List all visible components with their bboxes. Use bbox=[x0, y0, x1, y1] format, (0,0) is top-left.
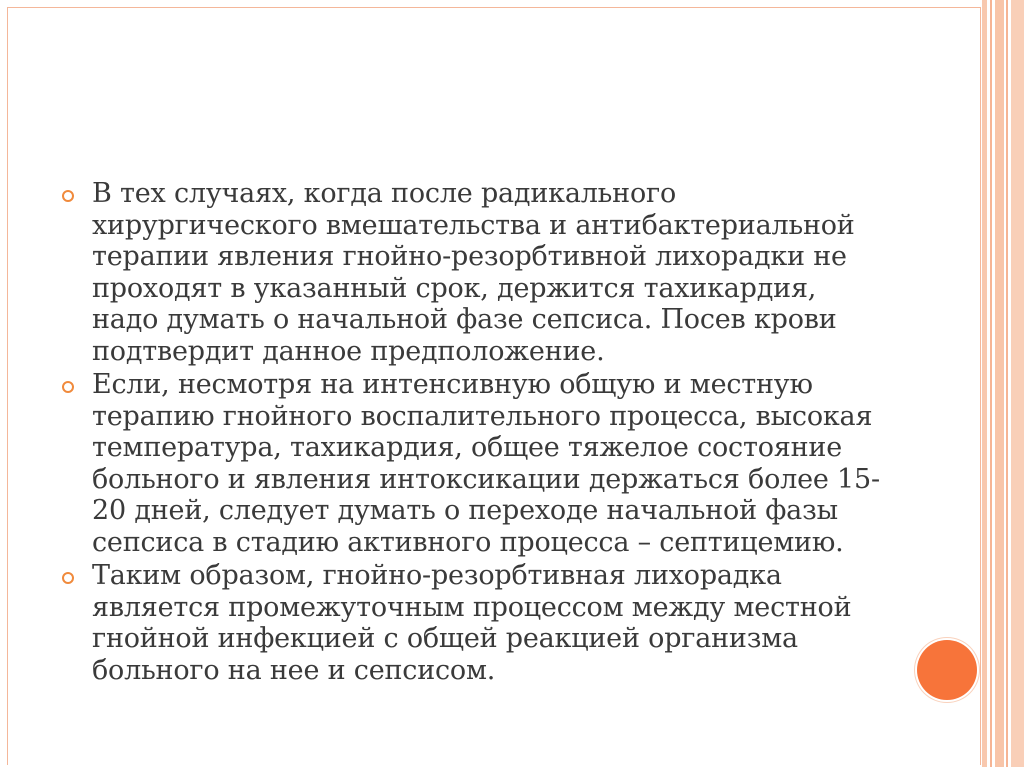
bullet-item bbox=[60, 560, 890, 686]
decorative-stripe bbox=[995, 0, 1004, 767]
ring-bullet-icon bbox=[62, 572, 74, 584]
bullet-text: Таким образом, гнойно-резорбтивная лихорадка является промежуточным процессом между местной гнойной инфекцией с общей реакцией организма больного на нее и сепсисом. bbox=[92, 560, 852, 686]
bullet-text: В тех случаях, когда после радикального хирургического вмешательства и антибактериальной терапии явления гнойно-резорбтивной лихорадки не проходят в указанный срок, держится тахикардия, надо думать о начальной фазе сепсиса. Посев крови подтвердит данное предположение. bbox=[92, 178, 855, 367]
decorative-stripe bbox=[982, 0, 987, 767]
decorative-stripe bbox=[990, 0, 992, 767]
ring-bullet-icon bbox=[62, 190, 74, 202]
bullet-list bbox=[60, 178, 890, 688]
decorative-circle bbox=[917, 640, 977, 700]
bullet-item bbox=[60, 178, 890, 367]
bullet-item bbox=[60, 369, 890, 558]
decorative-stripe bbox=[1011, 0, 1024, 767]
ring-bullet-icon bbox=[62, 381, 74, 393]
decorative-stripe bbox=[1006, 0, 1008, 767]
bullet-text: Если, несмотря на интенсивную общую и местную терапию гнойного воспалительного процесса, высокая температура, тахикардия, общее тяжелое состояние больного и явления интоксикации держаться более 15-20 дней, следует думать о переходе начальной фазы сепсиса в стадию активного процесса – септицемию. bbox=[92, 369, 880, 558]
